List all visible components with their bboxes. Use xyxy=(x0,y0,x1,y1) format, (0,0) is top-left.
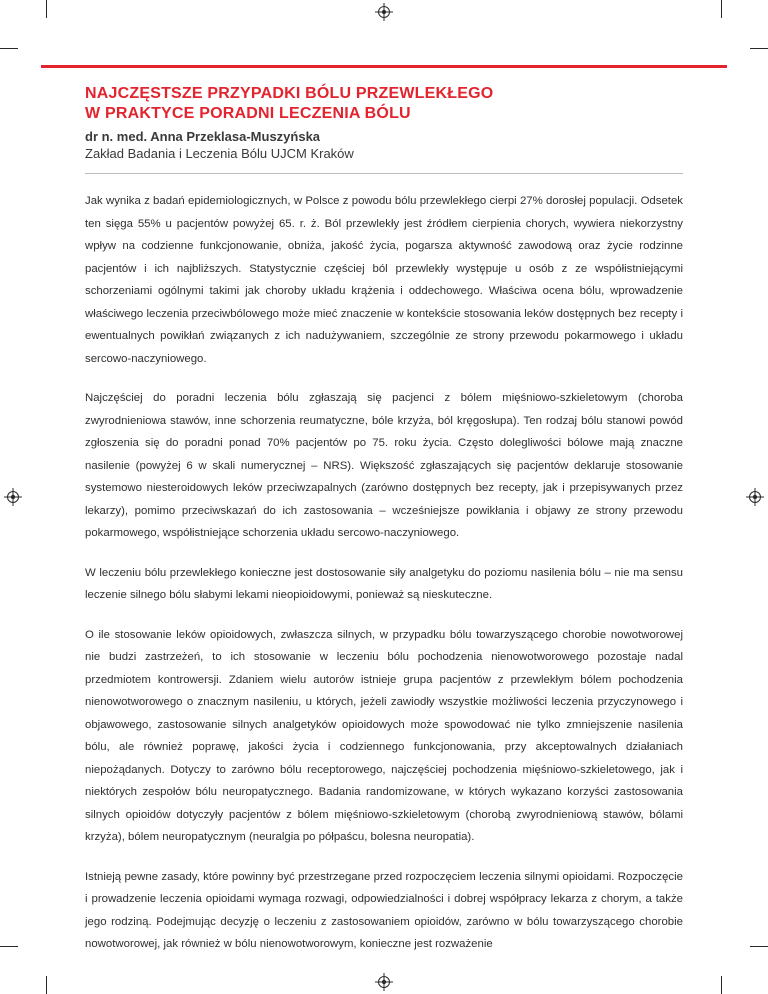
crop-mark xyxy=(750,946,768,947)
divider xyxy=(85,173,683,174)
registration-mark-icon xyxy=(746,488,764,506)
paragraph: Najczęściej do poradni leczenia bólu zgłaszają się pacjenci z bólem mięśniowo-szkieletowym (choroba zwyrodnieniowa stawów, inne schorzenia reumatyczne, bóle krzyża, ból kręgosłupa). Ten rodzaj bólu stanowi powód zgłoszenia się do poradni ponad 70% pacjentów po 75. roku życia. Często dolegliwości bólowe mają znaczne nasilenie (powyżej 6 w skali numerycznej – NRS). Większość zgłaszających się pacjentów deklaruje stosowanie systemowo niesteroidowych leków przeciwzapalnych (zarówno dostępnych bez recepty, jak i przepisywanych przez lekarzy), pomimo przeciwskazań do ich zastosowania – wcześniejsze powikłania i objawy ze strony przewodu pokarmowego, współistniejące schorzenia układu sercowo-naczyniowego. xyxy=(85,392,683,539)
title-line-1: NAJCZĘSTSZE PRZYPADKI BÓLU PRZEWLEKŁEGO xyxy=(85,85,494,102)
registration-mark-icon xyxy=(375,973,393,991)
article-body xyxy=(85,190,683,973)
header-red-rule xyxy=(41,65,727,68)
crop-mark xyxy=(46,976,47,994)
registration-mark-icon xyxy=(375,3,393,21)
author-name: dr n. med. Anna Przeklasa-Muszyńska xyxy=(85,129,321,144)
crop-mark xyxy=(721,0,722,18)
registration-mark-icon xyxy=(4,488,22,506)
title-line-2: W PRAKTYCE PORADNI LECZENIA BÓLU xyxy=(85,105,411,122)
crop-mark xyxy=(46,0,47,18)
paragraph: W leczeniu bólu przewlekłego konieczne jest dostosowanie siły analgetyku do poziomu nasilenia bólu – nie ma sensu leczenie silnego bólu słabymi lekami nieopioidowymi, ponieważ są nieskuteczne. xyxy=(85,566,683,601)
article-title xyxy=(85,84,685,124)
author-affiliation: Zakład Badania i Leczenia Bólu UJCM Kraków xyxy=(85,146,354,161)
paragraph: Istnieją pewne zasady, które powinny być przestrzegane przed rozpoczęciem leczenia silnymi opioidami. Rozpoczęcie i prowadzenie leczenia opioidami wymaga rozwagi, odpowiedzialności i dobrej współpracy lekarza z chorym, a także jego rodziną. Podejmując decyzję o leczeniu z zastosowaniem opioidów, zarówno w bólu towarzyszącego chorobie nowotworowej, jak również w bólu nienowotworowym, konieczne jest rozważenie xyxy=(85,870,683,950)
crop-mark xyxy=(0,48,18,49)
crop-mark xyxy=(721,976,722,994)
crop-mark xyxy=(0,946,18,947)
crop-mark xyxy=(750,48,768,49)
paragraph: O ile stosowanie leków opioidowych, zwłaszcza silnych, w przypadku bólu towarzyszącego chorobie nowotworowej nie budzi zastrzeżeń, to ich stosowanie w leczeniu bólu pochodzenia nienowotworowego pozostaje nadal przedmiotem kontrowersji. Zdaniem wielu autorów istnieje grupa pacjentów z przewlekłym bólem pochodzenia nienowotworowego o znacznym nasileniu, u których, jeżeli zawiodły wszystkie możliwości leczenia przyczynowego i objawowego, zastosowanie silnych analgetyków opioidowych może spowodować nie tylko zmniejszenie nasilenia bólu, ale również poprawę, jakości życia i codziennego funkcjonowania, przy akceptowalnych działaniach niepożądanych. Dotyczy to zarówno bólu receptorowego, najczęściej pochodzenia mięśniowo-szkieletowego, jak i niektórych zespołów bólu neuropatycznego. Badania randomizowane, w których wykazano korzyści zastosowania silnych opioidów dotyczyły pacjentów z bólem mięśniowo-szkieletowym (chorobą zwyrodnieniową stawów, bólami krzyża), bólem neuropatycznym (neuralgia po półpaścu, bolesna neuropatia). xyxy=(85,628,683,843)
paragraph: Jak wynika z badań epidemiologicznych, w Polsce z powodu bólu przewlekłego cierpi 27% dorosłej populacji. Odsetek ten sięga 55% u pacjentów powyżej 65. r. ż. Ból przewlekły jest źródłem cierpienia chorych, wywiera niekorzystny wpływ na codzienne funkcjonowanie, obniża, jakość życia, pogarsza aktywność zawodową oraz życie rodzinne pacjentów i ich najbliższych. Statystycznie częściej ból przewlekły występuje u osób z ze współistniejącymi schorzeniami ogólnymi takimi jak choroby układu krążenia i oddechowego. Właściwa ocena bólu, wprowadzenie właściwego leczenia przeciwbólowego może mieć znaczenie w kontekście stosowania leków dostępnych bez recepty i ewentualnych powikłań związanych z ich nadużywaniem, szczególnie ze strony przewodu pokarmowego i układu sercowo-naczyniowego. xyxy=(85,195,683,365)
